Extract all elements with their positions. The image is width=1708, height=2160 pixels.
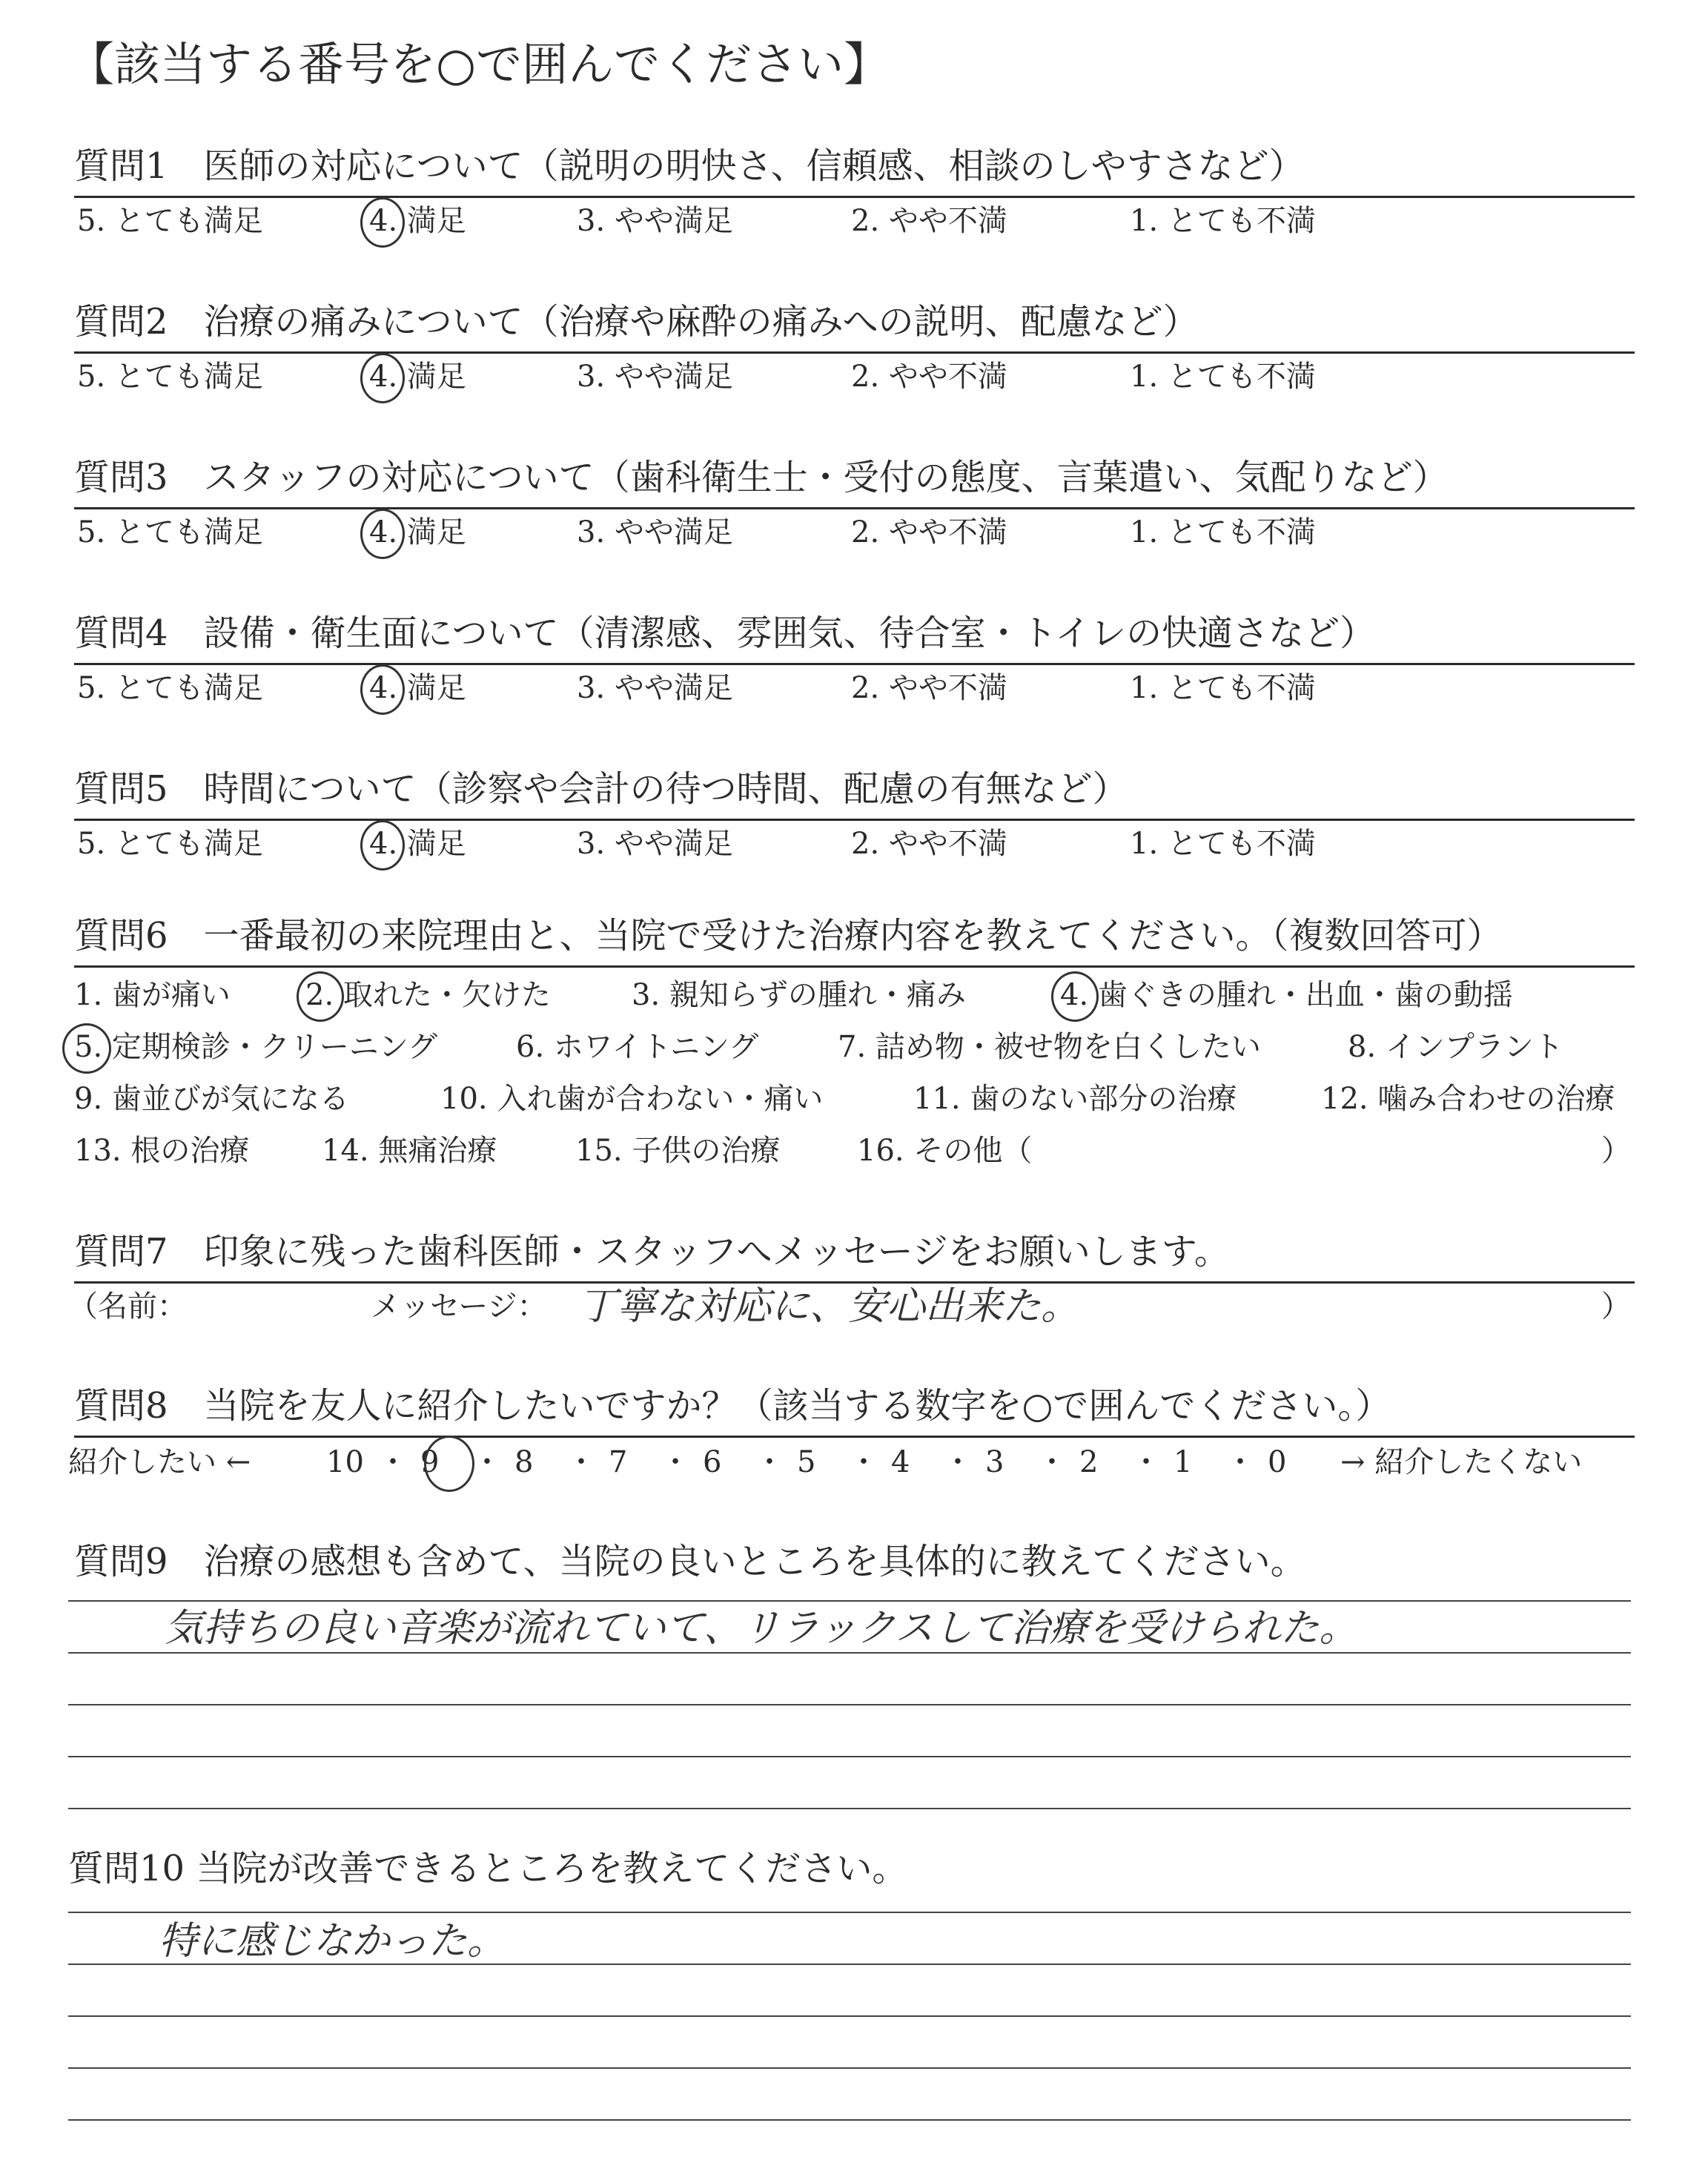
q10-line-2 <box>68 1964 1631 1965</box>
q8-rule <box>74 1436 1635 1438</box>
q3-option-3[interactable]: 3. やや満足 <box>577 515 733 549</box>
q7-message-label: メッセージ： <box>371 1289 547 1324</box>
q8-separator: ・ <box>566 1445 596 1479</box>
q4-option-1[interactable]: 1. とても不満 <box>1130 671 1316 705</box>
q8-separator: ・ <box>943 1445 973 1479</box>
q4-title: 質問4 設備・衛生面について（清潔感、雰囲気、待合室・トイレの快適さなど） <box>74 612 1376 654</box>
q5-circle-4 <box>360 820 405 871</box>
q6-option-6[interactable]: 6. ホワイトニング <box>516 1030 759 1064</box>
q6-option-11[interactable]: 11. 歯のない部分の治療 <box>913 1082 1237 1116</box>
q8-score-7[interactable]: 7 <box>609 1445 628 1479</box>
q4-option-4[interactable]: 4. 満足 <box>369 671 466 705</box>
q4-option-5[interactable]: 5. とても満足 <box>77 671 263 705</box>
q6-option-1[interactable]: 1. 歯が痛い <box>74 978 231 1012</box>
q7-handwritten-message[interactable]: 丁寧な対応に、安心出来た。 <box>578 1284 1080 1329</box>
q7-close: ） <box>1601 1289 1631 1324</box>
q6-option-14[interactable]: 14. 無痛治療 <box>322 1134 497 1168</box>
form-header: 【該当する番号を○で囲んでください】 <box>68 37 890 91</box>
q6-other-close: ） <box>1601 1134 1631 1168</box>
q4-option-2[interactable]: 2. やや不満 <box>851 671 1007 705</box>
q6-option-12[interactable]: 12. 噛み合わせの治療 <box>1321 1082 1615 1116</box>
q3-option-2[interactable]: 2. やや不満 <box>851 515 1007 549</box>
q10-line-3 <box>68 2015 1631 2017</box>
q8-separator: ・ <box>661 1445 690 1479</box>
q6-option-2[interactable]: 2. 取れた・欠けた <box>305 978 551 1012</box>
q9-line-4 <box>68 1756 1631 1757</box>
q6-circle-2 <box>297 971 344 1022</box>
q6-option-9[interactable]: 9. 歯並びが気になる <box>74 1082 349 1116</box>
q3-circle-4 <box>360 509 405 559</box>
q8-separator: ・ <box>849 1445 878 1479</box>
q8-separator: ・ <box>1037 1445 1067 1479</box>
q6-option-15[interactable]: 15. 子供の治療 <box>575 1134 781 1168</box>
q6-option-10[interactable]: 10. 入れ歯が合わない・痛い <box>440 1082 824 1116</box>
q2-option-4[interactable]: 4. 満足 <box>369 360 466 394</box>
q5-title: 質問5 時間について（診察や会計の待つ時間、配慮の有無など） <box>74 768 1128 810</box>
q8-separator: ・ <box>755 1445 784 1479</box>
q8-separator: ・ <box>472 1445 502 1479</box>
q10-handwritten-answer[interactable]: 特に感じなかった。 <box>159 1919 506 1964</box>
q8-score-1[interactable]: 1 <box>1174 1445 1193 1479</box>
q3-title: 質問3 スタッフの対応について（歯科衛生士・受付の態度、言葉遣い、気配りなど） <box>74 457 1449 498</box>
q3-option-4[interactable]: 4. 満足 <box>369 515 466 549</box>
q10-title: 質問10 当院が改善できるところを教えてください。 <box>68 1848 908 1889</box>
q8-title: 質問8 当院を友人に紹介したいですか？（該当する数字を○で囲んでください。） <box>74 1385 1391 1427</box>
q2-option-3[interactable]: 3. やや満足 <box>577 360 733 394</box>
q4-option-3[interactable]: 3. やや満足 <box>577 671 733 705</box>
q1-rule <box>74 196 1635 198</box>
q9-line-1 <box>68 1600 1631 1602</box>
q2-option-2[interactable]: 2. やや不満 <box>851 360 1007 394</box>
q9-line-5 <box>68 1808 1631 1809</box>
q6-circle-5 <box>62 1023 111 1074</box>
q8-right-label: → 紹介したくない <box>1340 1445 1583 1479</box>
q1-title: 質問1 医師の対応について（説明の明快さ、信頼感、相談のしやすさなど） <box>74 145 1305 187</box>
q6-option-13[interactable]: 13. 根の治療 <box>74 1134 250 1168</box>
q2-option-5[interactable]: 5. とても満足 <box>77 360 263 394</box>
q1-option-3[interactable]: 3. やや満足 <box>577 204 733 238</box>
q5-option-3[interactable]: 3. やや満足 <box>577 827 733 861</box>
q5-option-5[interactable]: 5. とても満足 <box>77 827 263 861</box>
q8-score-6[interactable]: 6 <box>703 1445 722 1479</box>
q8-separator: ・ <box>1131 1445 1161 1479</box>
q8-score-5[interactable]: 5 <box>797 1445 816 1479</box>
q2-option-1[interactable]: 1. とても不満 <box>1130 360 1316 394</box>
q10-line-4 <box>68 2067 1631 2069</box>
q1-option-1[interactable]: 1. とても不満 <box>1130 204 1316 238</box>
q5-rule <box>74 819 1635 821</box>
q8-circle-9 <box>424 1436 474 1492</box>
q6-circle-4 <box>1051 971 1099 1022</box>
q1-option-2[interactable]: 2. やや不満 <box>851 204 1007 238</box>
q9-line-3 <box>68 1704 1631 1705</box>
q10-line-5 <box>68 2119 1631 2121</box>
q3-option-1[interactable]: 1. とても不満 <box>1130 515 1316 549</box>
q8-left-label: 紹介したい ← <box>68 1445 251 1479</box>
q6-rule <box>74 965 1635 968</box>
q9-line-2 <box>68 1652 1631 1654</box>
q8-score-8[interactable]: 8 <box>514 1445 534 1479</box>
q9-title: 質問9 治療の感想も含めて、当院の良いところを具体的に教えてください。 <box>74 1541 1306 1582</box>
q8-separator: ・ <box>1225 1445 1255 1479</box>
q5-option-4[interactable]: 4. 満足 <box>369 827 466 861</box>
q10-line-1 <box>68 1912 1631 1913</box>
q8-score-9[interactable]: 9 <box>420 1445 440 1479</box>
q5-option-1[interactable]: 1. とても不満 <box>1130 827 1316 861</box>
q6-option-4[interactable]: 4. 歯ぐきの腫れ・出血・歯の動揺 <box>1060 978 1513 1012</box>
q6-option-3[interactable]: 3. 親知らずの腫れ・痛み <box>632 978 966 1012</box>
q8-score-2[interactable]: 2 <box>1079 1445 1099 1479</box>
q9-handwritten-answer[interactable]: 気持ちの良い音楽が流れていて、リラックスして治療を受けられた。 <box>165 1606 1358 1651</box>
q4-circle-4 <box>360 664 405 715</box>
q5-option-2[interactable]: 2. やや不満 <box>851 827 1007 861</box>
q1-option-5[interactable]: 5. とても満足 <box>77 204 263 238</box>
q3-option-5[interactable]: 5. とても満足 <box>77 515 263 549</box>
q6-option-16[interactable]: 16. その他（ <box>857 1134 1033 1168</box>
q7-rule <box>74 1281 1635 1284</box>
q7-title: 質問7 印象に残った歯科医師・スタッフへメッセージをお願いします。 <box>74 1231 1230 1272</box>
q8-score-0[interactable]: 0 <box>1268 1445 1287 1479</box>
q8-score-3[interactable]: 3 <box>985 1445 1004 1479</box>
q8-score-10[interactable]: 10 <box>326 1445 364 1479</box>
q8-score-4[interactable]: 4 <box>891 1445 910 1479</box>
q4-rule <box>74 663 1635 665</box>
q2-rule <box>74 351 1635 354</box>
q2-title: 質問2 治療の痛みについて（治療や麻酔の痛みへの説明、配慮など） <box>74 301 1199 343</box>
q1-circle-4 <box>360 197 405 248</box>
q3-rule <box>74 507 1635 509</box>
q6-title: 質問6 一番最初の来院理由と、当院で受けた治療内容を教えてください。（複数回答可） <box>74 915 1503 957</box>
q2-circle-4 <box>360 353 405 403</box>
q6-option-7[interactable]: 7. 詰め物・被せ物を白くしたい <box>838 1030 1261 1064</box>
q6-option-8[interactable]: 8. インプラント <box>1348 1030 1563 1064</box>
q8-separator: ・ <box>378 1445 408 1479</box>
q1-option-4[interactable]: 4. 満足 <box>369 204 466 238</box>
q7-name-label: （名前： <box>68 1289 187 1324</box>
q6-option-5[interactable]: 5. 定期検診・クリーニング <box>74 1030 438 1064</box>
